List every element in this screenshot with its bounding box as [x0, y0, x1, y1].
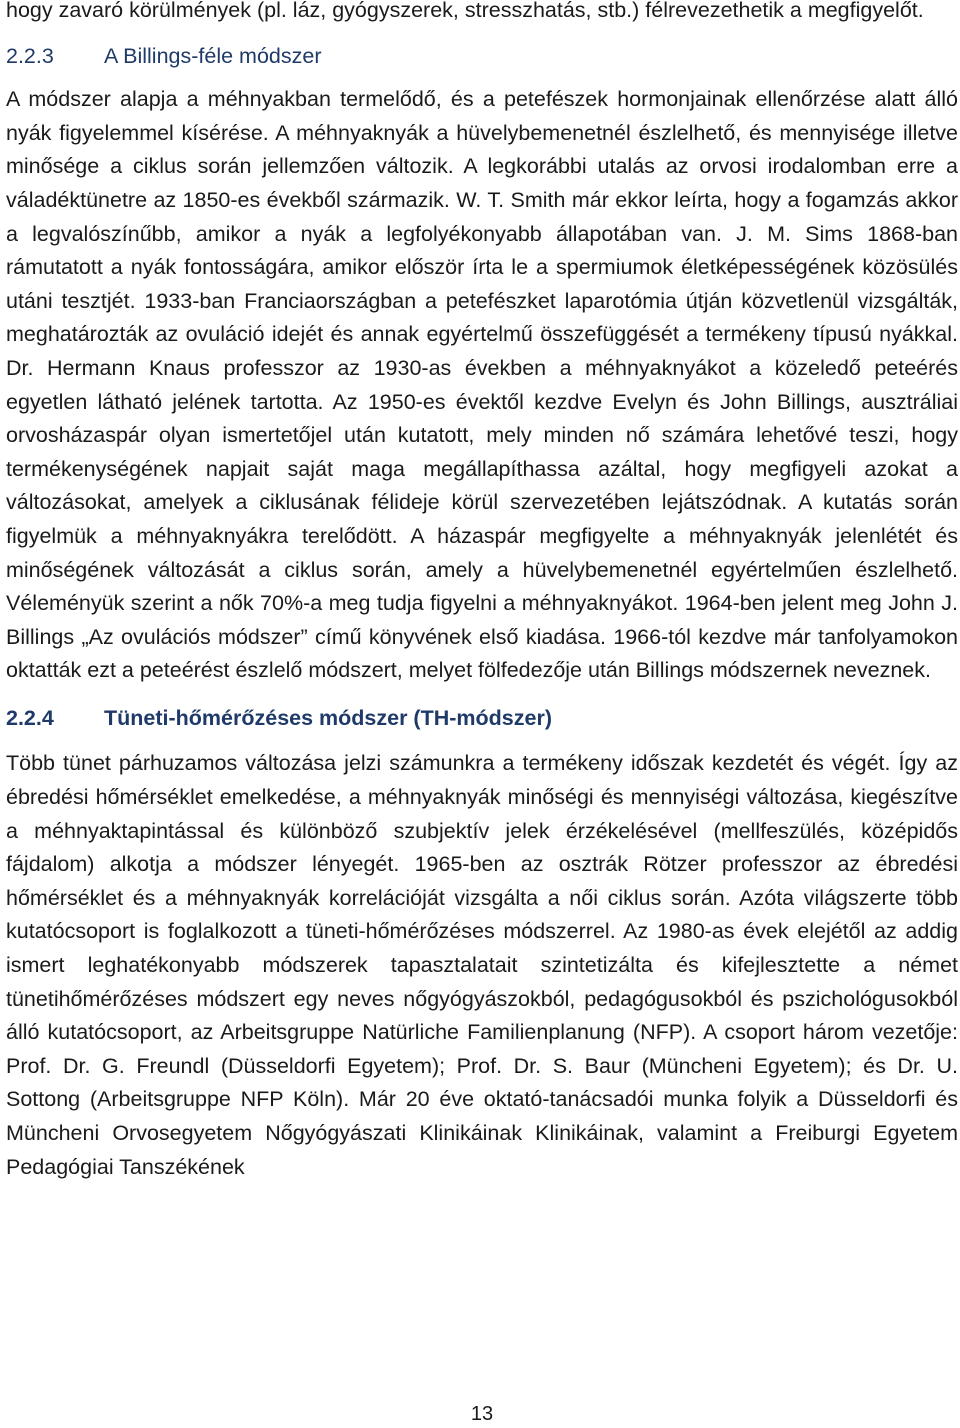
section-number: 2.2.3 — [6, 43, 54, 68]
section-heading-billings — [6, 40, 958, 74]
section-title: A Billings-féle módszer — [104, 43, 322, 68]
section-heading-th-method — [6, 702, 958, 736]
section-title: Tüneti-hőmérőzéses módszer (TH-módszer) — [104, 705, 552, 730]
page-number: 13 — [470, 1403, 494, 1425]
section-number: 2.2.4 — [6, 705, 54, 730]
intro-paragraph: hogy zavaró körülmények (pl. láz, gyógyszerek, stresszhatás, stb.) félrevezethetik a megfigyelőt. — [6, 0, 924, 22]
document-page — [6, 0, 958, 1184]
th-method-paragraph: Több tünet párhuzamos változása jelzi számunkra a termékeny időszak kezdetét és végét. Így az ébredési hőmérséklet emelkedése, a méhnyaknyák minőségi és mennyiségi változása, kiegészítve a méhnyaktapintással és különböző szubjektív jelek érzékelésével (mellfeszülés, középidős fájdalom) alkotja a módszer lényegét. 1965-ben az osztrák Rötzer professzor az ébredési hőmérséklet és a méhnyaknyák korrelációját vizsgálta a női ciklus során. Azóta világszerte több kutatócsoport is foglalkozott a tüneti-hőmérőzéses módszerrel. Az 1980-as évek elejétől az addig ismert leghatékonyabb módszerek tapasztalatait szintetizálta és kifejlesztette a német tünetihőmérőzéses módszert egy neves nőgyógyászokból, pedagógusokból és pszichológusokból álló kutatócsoport, az Arbeitsgruppe Natürliche Familienplanung (NFP). A csoport három vezetője: Prof. Dr. G. Freundl (Düsseldorfi Egyetem); Prof. Dr. S. Baur (Müncheni Egyetem); és Dr. U. Sottong (Arbeitsgruppe NFP Köln). Már 20 éve oktató-tanácsadói munka folyik a Düsseldorfi és Müncheni Orvosegyetem Nőgyógyászati Klinikáinak Klinikáinak, valamint a Freiburgi Egyetem Pedagógiai Tanszékének — [6, 751, 958, 1179]
billings-paragraph: A módszer alapja a méhnyakban termelődő, és a petefészek hormonjainak ellenőrzése alatt álló nyák figyelemmel kísérése. A méhnyaknyák a hüvelybemenetnél észlelhető, és mennyisége illetve minősége a ciklus során jellemzően változik. A legkorábbi utalás az orvosi irodalomban erre a váladéktünetre az 1850-es évekből származik. W. T. Smith már ekkor leírta, hogy a fogamzás akkor a legvalószínűbb, amikor a nyák a legfolyékonyabb állapotában van. J. M. Sims 1868-ban rámutatott a nyák fontosságára, amikor először írta le a spermiumok életképességének közösülés utáni tesztjét. 1933-ban Franciaországban a petefészket laparotómia útján közvetlenül vizsgálták, meghatározták az ovuláció idejét és annak egyértelmű összefüggését a termékeny típusú nyákkal. Dr. Hermann Knaus professzor az 1930-as években a méhnyaknyákot a közeledő peteérés egyetlen látható jelének tartotta. Az 1950-es évektől kezdve Evelyn és John Billings, ausztráliai orvosházaspár olyan ismertetőjel után kutatott, mely minden nő számára lehetővé teszi, hogy termékenységének napjait saját maga megállapíthassa azáltal, hogy megfigyeli azokat a változásokat, amelyek a ciklusának félideje körül szervezetében lejátszódnak. A kutatás során figyelmük a méhnyaknyákra terelődött. A házaspár megfigyelte a méhnyaknyák jelenlétét és minőségének változását a ciklus során, amely a hüvelybemenetnél egyértelműen észlelhető. Véleményük szerint a nők 70%-a meg tudja figyelni a méhnyaknyákot. 1964-ben jelent meg John J. Billings „Az ovulációs módszer” című könyvének első kiadása. 1966-tól kezdve már tanfolyamokon oktatták ezt a peteérést észlelő módszert, melyet fölfedezője után Billings módszernek neveznek. — [6, 87, 958, 683]
